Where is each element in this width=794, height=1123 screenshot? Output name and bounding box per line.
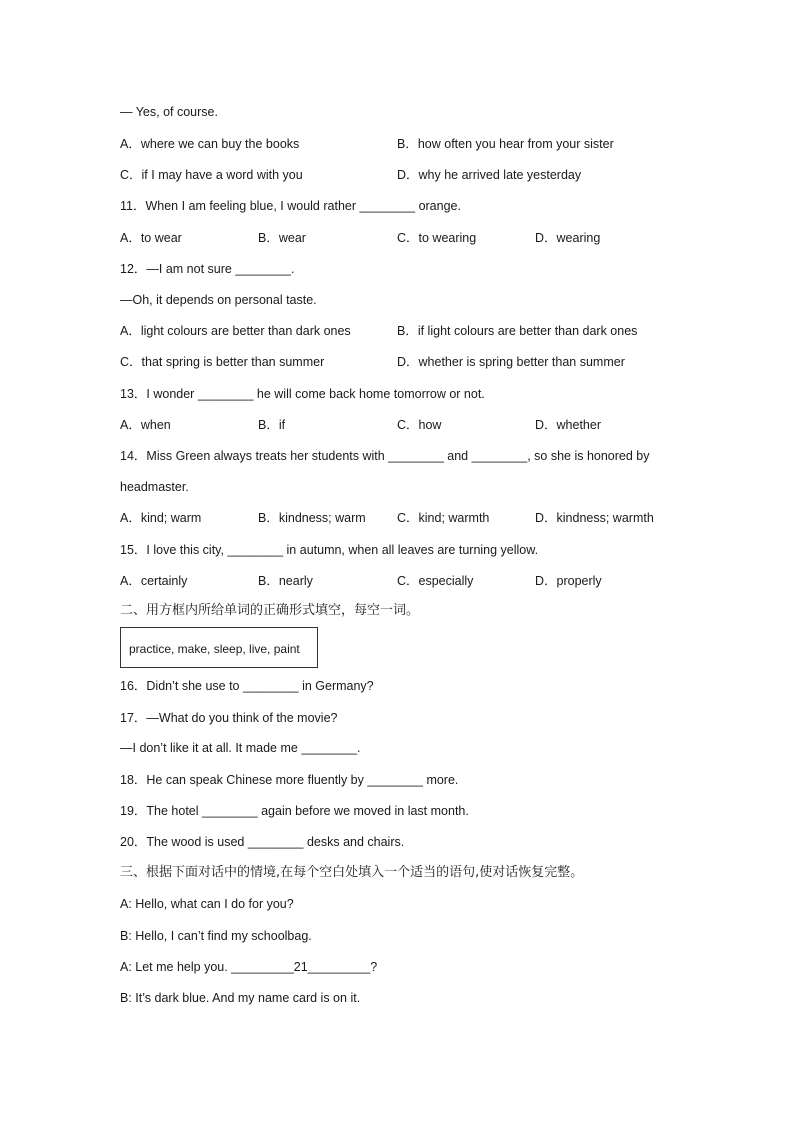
q10-option-c: C．if I may have a word with you: [120, 168, 303, 182]
q12-options-row-2: [120, 354, 680, 370]
q15-stem: 15．I love this city, ________ in autumn, when all leaves are turning yellow.: [120, 543, 539, 557]
section-3-heading: 三、根据下面对话中的情境,在每个空白处填入一个适当的语句,使对话恢复完整。: [120, 865, 584, 880]
q14-stem: 14．Miss Green always treats her students with ________ and ________, so she is honored by: [120, 449, 650, 463]
q12-option-a: A．light colours are better than dark ones: [120, 324, 351, 338]
q19: 19．The hotel ________ again before we moved in last month.: [120, 804, 469, 818]
dialogue-line-4: B: It’s dark blue. And my name card is on it.: [120, 991, 361, 1005]
q11-options: [120, 230, 680, 246]
section-2-heading: 二、用方框内所给单词的正确形式填空，每空一词。: [120, 603, 420, 618]
dialogue-line-3: A: Let me help you. _________21_________?: [120, 960, 378, 974]
q13-option-d: D．whether: [535, 418, 601, 432]
q14-options: [120, 510, 680, 526]
q10-answer-line: — Yes, of course.: [120, 105, 218, 119]
q13-option-b: B．if: [258, 418, 286, 432]
q14-option-a: A．kind; warm: [120, 511, 202, 525]
q14-option-c: C．kind; warmth: [397, 511, 490, 525]
q15-option-c: C．especially: [397, 574, 474, 588]
q15-options: [120, 573, 680, 589]
q14-option-d: D．kindness; warmth: [535, 511, 654, 525]
q10-option-b: B．how often you hear from your sister: [397, 137, 614, 151]
q11-stem: 11．When I am feeling blue, I would rather ________ orange.: [120, 199, 461, 213]
q12-option-d: D．whether is spring better than summer: [397, 355, 625, 369]
q10-option-a: A．where we can buy the books: [120, 137, 300, 151]
q10-option-d: D．why he arrived late yesterday: [397, 168, 582, 182]
q13-option-a: A．when: [120, 418, 171, 432]
q10-options-row-2: [120, 167, 680, 183]
q20: 20．The wood is used ________ desks and chairs.: [120, 835, 405, 849]
q12-reply: —Oh, it depends on personal taste.: [120, 293, 317, 307]
q12-option-b: B．if light colours are better than dark ones: [397, 324, 638, 338]
q15-option-a: A．certainly: [120, 574, 188, 588]
q16: 16．Didn’t she use to ________ in Germany?: [120, 679, 374, 693]
q15-option-d: D．properly: [535, 574, 602, 588]
q11-option-d: D．wearing: [535, 231, 601, 245]
q14-stem-continued: headmaster.: [120, 480, 189, 494]
q13-options: [120, 417, 680, 433]
q11-option-b: B．wear: [258, 231, 306, 245]
q11-option-c: C．to wearing: [397, 231, 477, 245]
word-box-text: practice, make, sleep, live, paint: [129, 642, 300, 656]
q15-option-b: B．nearly: [258, 574, 313, 588]
q10-options-row-1: [120, 136, 680, 152]
dialogue-line-1: A: Hello, what can I do for you?: [120, 897, 294, 911]
dialogue-line-2: B: Hello, I can’t find my schoolbag.: [120, 929, 312, 943]
q12-options-row-1: [120, 323, 680, 339]
q13-option-c: C．how: [397, 418, 442, 432]
q12-stem: 12．—I am not sure ________.: [120, 262, 295, 276]
q17-stem: 17．—What do you think of the movie?: [120, 711, 338, 725]
q11-option-a: A．to wear: [120, 231, 182, 245]
q17-reply: —I don’t like it at all. It made me ________.: [120, 741, 361, 755]
q13-stem: 13．I wonder ________ he will come back home tomorrow or not.: [120, 387, 485, 401]
word-box: [120, 627, 318, 668]
q14-option-b: B．kindness; warm: [258, 511, 366, 525]
q12-option-c: C．that spring is better than summer: [120, 355, 325, 369]
q18: 18．He can speak Chinese more fluently by ________ more.: [120, 773, 459, 787]
